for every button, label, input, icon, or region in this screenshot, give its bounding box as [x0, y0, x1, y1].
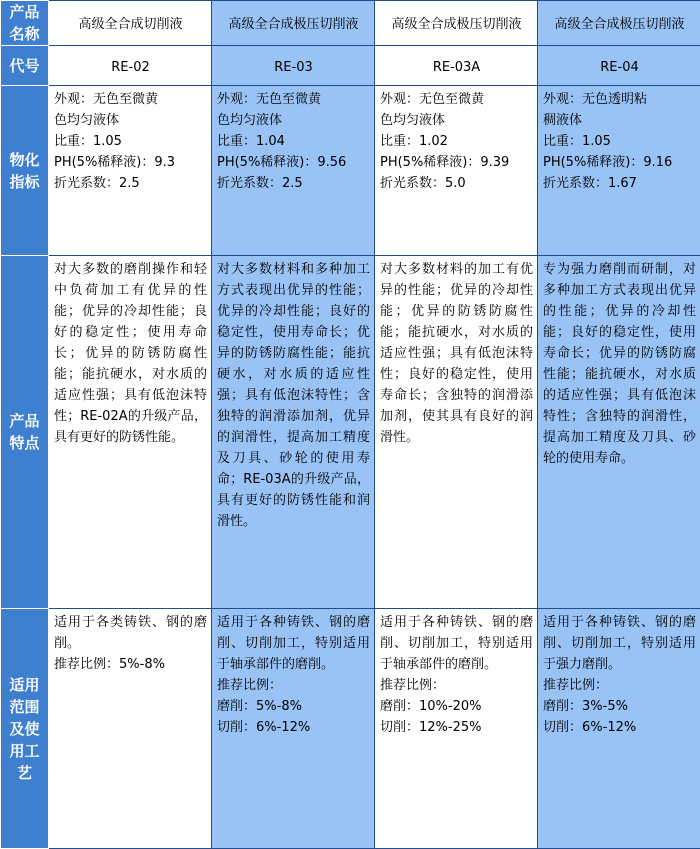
physchem-line: 折光系数：5.0 [380, 173, 533, 194]
physchem-line: PH(5%稀释液)：9.3 [54, 152, 207, 173]
features-text: 对大多数的磨削操作和轻中负荷加工有优异的性能；优异的冷却性能；良好的稳定性；使用寿命长；优异的防锈防腐性能；能抗硬水，对水质的适应性强；具有低泡沫特性；RE-02A的升级产品，具有更好的防锈性能。 [54, 259, 207, 448]
product-code-cell: RE-02 [49, 46, 212, 86]
usage-line: 磨削：10%-20% [380, 696, 533, 717]
product-code-cell: RE-03A [375, 46, 538, 86]
physchem-line: 外观：无色至微黄 [54, 89, 207, 110]
row-label-code: 代号 [1, 46, 49, 86]
features-cell [375, 256, 538, 609]
usage-line: 切削：6%-12% [543, 717, 696, 738]
physchem-line: 折光系数：2.5 [217, 173, 370, 194]
usage-line: 切削：12%-25% [380, 717, 533, 738]
usage-line: 推荐比例： [543, 675, 696, 696]
physchem-line: 比重：1.02 [380, 131, 533, 152]
features-text: 专为强力磨削而研制，对多种加工方式表现出优异的性能；优异的冷却性能；良好的稳定性，使用寿命长；优异的防锈防腐性能；能抗硬水，对水质的适应性强；具有低泡沫特性；含独特的润滑性，提高加工精度及刀具、砂轮的使用寿命。 [543, 259, 696, 469]
physchem-line: 外观：无色透明粘 [543, 89, 696, 110]
usage-cell [538, 609, 700, 849]
product-code-cell: RE-04 [538, 46, 700, 86]
physchem-line: 色均匀液体 [217, 110, 370, 131]
row-label-physchem: 物化指标 [1, 86, 49, 256]
product-code-cell: RE-03 [212, 46, 375, 86]
physchem-cell [538, 86, 700, 256]
row-features [1, 256, 700, 609]
usage-line: 磨削：5%-8% [217, 696, 370, 717]
row-product-name [1, 1, 700, 46]
usage-line: 切削：6%-12% [217, 717, 370, 738]
physchem-line: 比重：1.05 [54, 131, 207, 152]
features-text: 对大多数材料的加工有优异的性能；优异的冷却性能；优异的防锈防腐性能；能抗硬水，对水质的适应性强；具有低泡沫特性；良好的稳定性，使用寿命长；含独特的润滑添加剂，使其具有良好的润滑性。 [380, 259, 533, 448]
row-label-product-name: 产品名称 [1, 1, 49, 46]
physchem-cell [375, 86, 538, 256]
features-text: 对大多数材料和多种加工方式表现出优异的性能；优异的冷却性能；良好的稳定性，使用寿命长；优异的防锈防腐性能；能抗硬水，对水质的适应性强；具有低泡沫特性；含独特的润滑添加剂，优异的润滑性，提高加工精度及刀具、砂轮的使用寿命；RE-03A的升级产品，具有更好的防锈性能和润滑性。 [217, 259, 370, 532]
physchem-line: 折光系数：1.67 [543, 173, 696, 194]
physchem-line: 折光系数：2.5 [54, 173, 207, 194]
usage-line: 推荐比例： [217, 675, 370, 696]
physchem-line: PH(5%稀释液)：9.16 [543, 152, 696, 173]
usage-cell [212, 609, 375, 849]
usage-line: 适用于各种铸铁、钢的磨削、切削加工，特别适用于轴承部件的磨削。 [380, 612, 533, 675]
usage-line: 推荐比例： [380, 675, 533, 696]
physchem-line: 稠液体 [543, 110, 696, 131]
physchem-line: 外观：无色至微黄 [380, 89, 533, 110]
product-name-cell: 高级全合成极压切削液 [375, 1, 538, 46]
usage-line: 适用于各类铸铁、钢的磨削。 [54, 612, 207, 654]
physchem-line: PH(5%稀释液)：9.56 [217, 152, 370, 173]
row-label-features: 产品特点 [1, 256, 49, 609]
features-cell [212, 256, 375, 609]
physchem-line: 比重：1.05 [543, 131, 696, 152]
product-name-cell: 高级全合成极压切削液 [212, 1, 375, 46]
usage-cell [375, 609, 538, 849]
row-physchem [1, 86, 700, 256]
usage-line: 推荐比例：5%-8% [54, 654, 207, 675]
physchem-line: 外观：无色至微黄 [217, 89, 370, 110]
physchem-line: PH(5%稀释液)：9.39 [380, 152, 533, 173]
physchem-line: 色均匀液体 [380, 110, 533, 131]
usage-line: 适用于各种铸铁、钢的磨削、切削加工，特别适用于轴承部件的磨削。 [217, 612, 370, 675]
usage-line: 适用于各种铸铁、钢的磨削、切削加工，特别适用于强力磨削。 [543, 612, 696, 675]
row-usage [1, 609, 700, 849]
physchem-cell [212, 86, 375, 256]
features-cell [538, 256, 700, 609]
physchem-cell [49, 86, 212, 256]
product-name-cell: 高级全合成切削液 [49, 1, 212, 46]
row-label-usage: 适用范围及使用工艺 [1, 609, 49, 849]
row-code [1, 46, 700, 86]
product-name-cell: 高级全合成极压切削液 [538, 1, 700, 46]
physchem-line: 比重：1.04 [217, 131, 370, 152]
physchem-line: 色均匀液体 [54, 110, 207, 131]
features-cell [49, 256, 212, 609]
usage-line: 磨削：3%-5% [543, 696, 696, 717]
usage-cell [49, 609, 212, 849]
